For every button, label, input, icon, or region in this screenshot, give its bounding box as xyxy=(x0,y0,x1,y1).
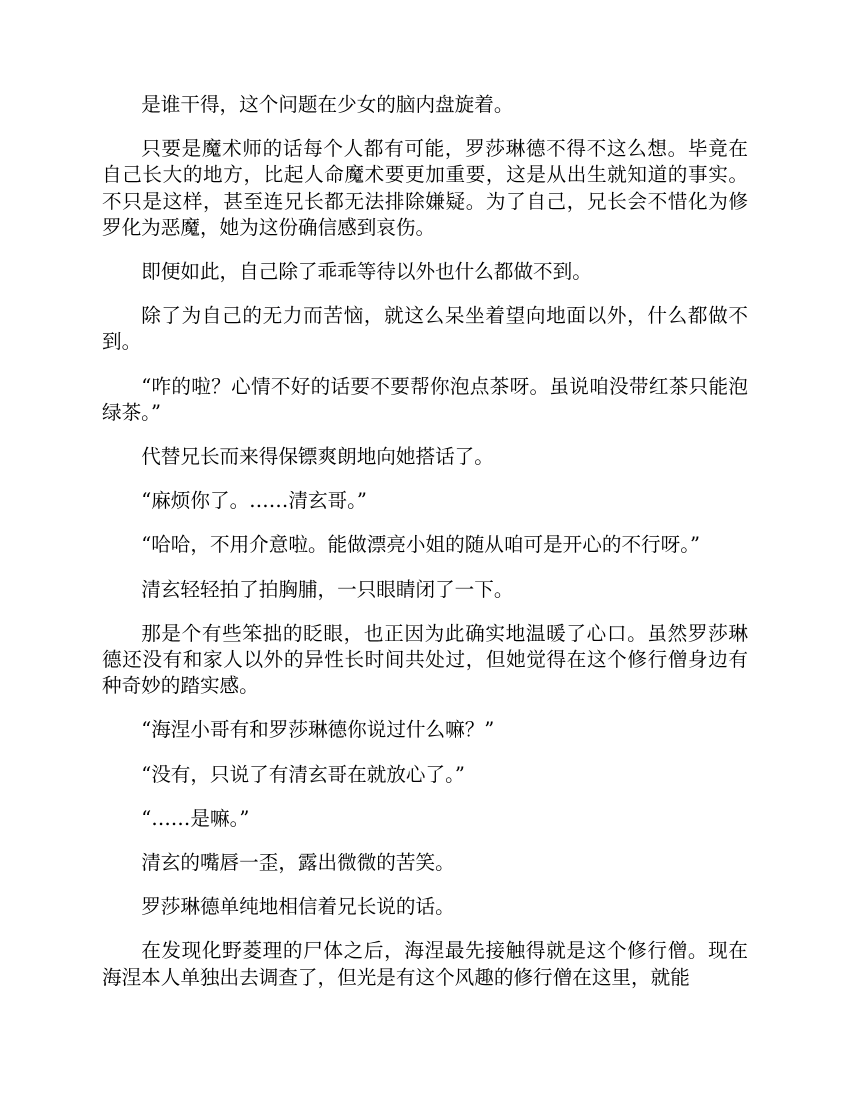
paragraph: 那是个有些笨拙的眨眼，也正因为此确实地温暖了心口。虽然罗莎琳德还没有和家人以外的异性长时间共处过，但她觉得在这个修行僧身边有种奇妙的踏实感。 xyxy=(102,621,748,698)
paragraph: “海涅小哥有和罗莎琳德你说过什么嘛？” xyxy=(141,718,495,742)
paragraph: 代替兄长而来得保镖爽朗地向她搭话了。 xyxy=(141,445,494,469)
paragraph: 除了为自己的无力而苦恼，就这么呆坐着望向地面以外，什么都做不到。 xyxy=(102,304,748,354)
paragraph: “没有，只说了有清玄哥在就放心了。” xyxy=(141,762,465,786)
paragraph: “……是嘛。” xyxy=(141,806,250,830)
document-page xyxy=(102,92,748,1009)
paragraph: “麻烦你了。……清玄哥。” xyxy=(141,489,367,513)
paragraph: 是谁干得，这个问题在少女的脑内盘旋着。 xyxy=(141,93,514,116)
paragraph: 清玄轻轻拍了拍胸脯，一只眼睛闭了一下。 xyxy=(141,577,514,601)
paragraph: “咋的啦？心情不好的话要不要帮你泡点茶呀。虽说咱没带红茶只能泡绿茶。” xyxy=(102,374,748,424)
paragraph: “哈哈，不用介意啦。能做漂亮小姐的随从咱可是开心的不行呀。” xyxy=(141,533,701,557)
paragraph: 即便如此，自己除了乖乖等待以外也什么都做不到。 xyxy=(141,260,592,284)
paragraph: 罗莎琳德单纯地相信着兄长说的话。 xyxy=(141,895,455,919)
paragraph: 在发现化野菱理的尸体之后，海涅最先接触得就是这个修行僧。现在海涅本人单独出去调查了，但光是有这个风趣的修行僧在这里，就能 xyxy=(102,939,748,989)
paragraph: 只要是魔术师的话每个人都有可能，罗莎琳德不得不这么想。毕竟在自己长大的地方，比起人命魔术要更加重要，这是从出生就知道的事实。不只是这样，甚至连兄长都无法排除嫌疑。为了自己，兄长会不惜化为修罗化为恶魔，她为这份确信感到哀伤。 xyxy=(102,137,748,239)
paragraph: 清玄的嘴唇一歪，露出微微的苦笑。 xyxy=(141,851,455,875)
